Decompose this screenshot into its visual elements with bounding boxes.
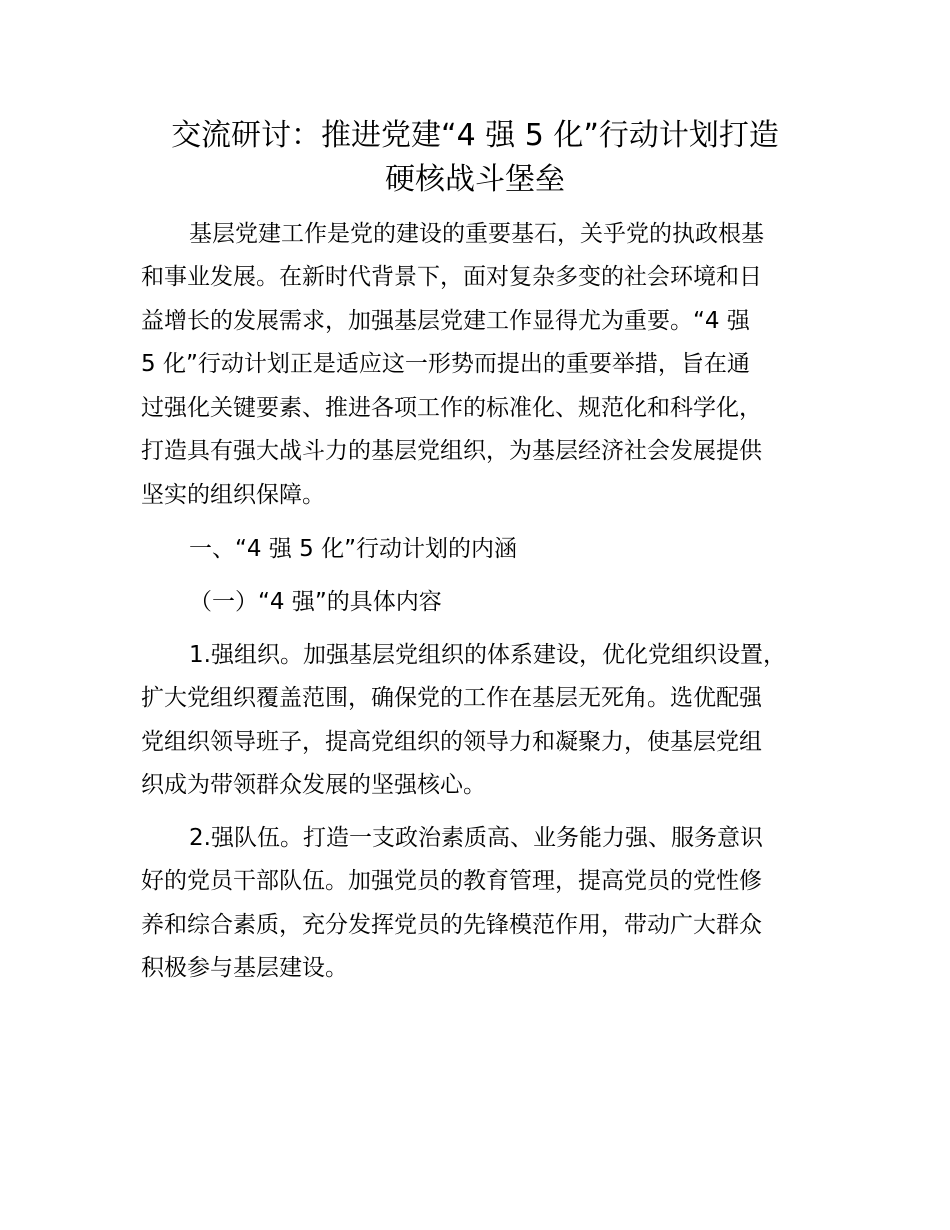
section-heading-1: 一、“4 强 5 化”行动计划的内涵 bbox=[189, 536, 518, 562]
paragraph-1-line-6: 打造具有强大战斗力的基层党组织，为基层经济社会发展提供 bbox=[141, 438, 762, 464]
document-title-line-2: 硬核战斗堡垒 bbox=[385, 162, 565, 197]
item-2-line-1: 2.强队伍。打造一支政治素质高、业务能力强、服务意识 bbox=[189, 825, 763, 851]
item-2-line-2: 好的党员干部队伍。加强党员的教育管理，提高党员的党性修 bbox=[141, 868, 762, 894]
document-title-line-1: 交流研讨：推进党建“4 强 5 化”行动计划打造 bbox=[171, 118, 779, 153]
paragraph-1-line-4: 5 化”行动计划正是适应这一形势而提出的重要举措，旨在通 bbox=[141, 351, 750, 377]
paragraph-1-line-5: 过强化关键要素、推进各项工作的标准化、规范化和科学化， bbox=[141, 395, 762, 421]
item-2-line-3: 养和综合素质，充分发挥党员的先锋模范作用，带动广大群众 bbox=[141, 912, 762, 938]
item-2-line-4: 积极参与基层建设。 bbox=[141, 955, 348, 981]
paragraph-1-line-7: 坚实的组织保障。 bbox=[141, 482, 325, 508]
subsection-heading-1-1: （一）“4 强”的具体内容 bbox=[189, 589, 442, 615]
paragraph-1-line-2: 和事业发展。在新时代背景下，面对复杂多变的社会环境和日 bbox=[141, 264, 762, 290]
item-1-line-2: 扩大党组织覆盖范围，确保党的工作在基层无死角。选优配强 bbox=[141, 685, 762, 711]
paragraph-1-line-1: 基层党建工作是党的建设的重要基石，关乎党的执政根基 bbox=[189, 221, 764, 247]
item-1-line-3: 党组织领导班子，提高党组织的领导力和凝聚力，使基层党组 bbox=[141, 729, 762, 755]
paragraph-1-line-3: 益增长的发展需求，加强基层党建工作显得尤为重要。“4 强 bbox=[141, 308, 750, 334]
item-1-line-4: 织成为带领群众发展的坚强核心。 bbox=[141, 772, 486, 798]
item-1-line-1: 1.强组织。加强基层党组织的体系建设，优化党组织设置， bbox=[189, 642, 786, 668]
